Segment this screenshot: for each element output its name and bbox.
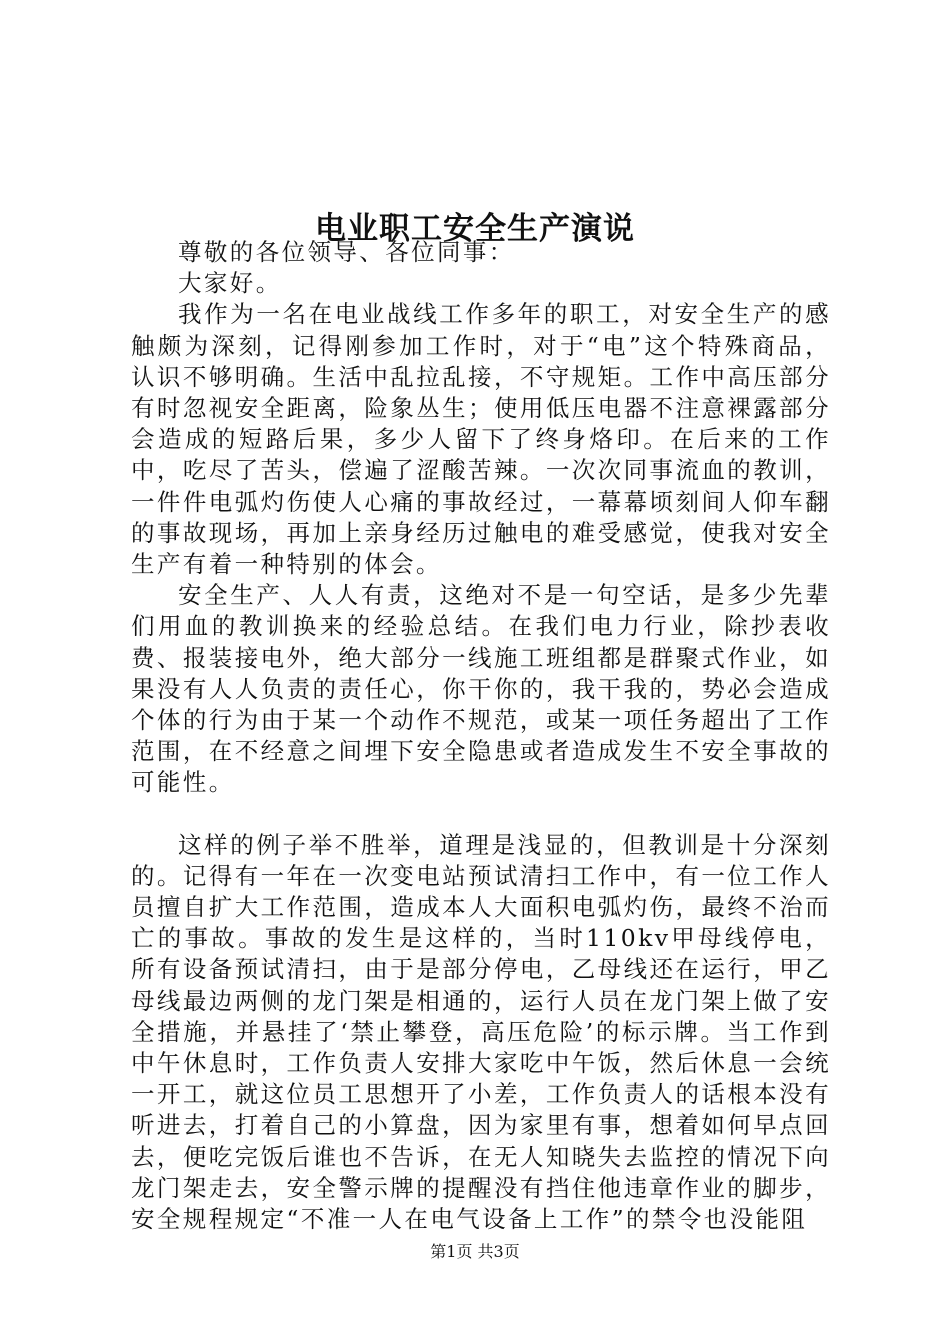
paragraph-accident-example: 这样的例子举不胜举，道理是浅显的，但教训是十分深刻的。记得有一年在一次变电站预试清扫工作中，有一位工作人员擅自扩大工作范围，造成本人大面积电弧灼伤，最终不治而亡的事故。事故的发生是这样的，当时110kv甲母线停电，所有设备预试清扫，由于是部分停电，乙母线还在运行，甲乙母线最边两侧的龙门架是相通的，运行人员在龙门架上做了安全措施，并悬挂了‘禁止攀登，高压危险’的标示牌。当工作到中午休息时，工作负责人安排大家吃中午饭，然后休息一会统一开工，就这位员工思想开了小差，工作负责人的话根本没有听进去，打着自己的小算盘，因为家里有事，想着如何早点回去，便吃完饭后谁也不告诉，在无人知晓失去监控的情况下向龙门架走去，安全警示牌的提醒没有挡住他违章作业的脚步，安全规程规定“不准一人在电气设备上工作”的禁令也没能阻	[131, 830, 831, 1234]
document-body	[131, 237, 831, 1235]
greeting: 大家好。	[178, 269, 282, 298]
page-number-footer: 第1页 共3页	[430, 1242, 520, 1261]
salutation: 尊敬的各位领导、各位同事：	[178, 238, 515, 266]
paragraph-responsibility: 安全生产、人人有责，这绝对不是一句空话，是多少先辈们用血的教训换来的经验总结。在我们电力行业，除抄表收费、报装接电外，绝大部分一线施工班组都是群聚式作业，如果没有人人负责的责任心，你干你的，我干我的，势必会造成个体的行为由于某一个动作不规范，或某一项任务超出了工作范围，在不经意之间埋下安全隐患或者造成发生不安全事故的可能性。	[131, 581, 831, 797]
paragraph-experience: 我作为一名在电业战线工作多年的职工，对安全生产的感触颇为深刻，记得刚参加工作时，对于“电”这个特殊商品，认识不够明确。生活中乱拉乱接，不守规矩。工作中高压部分有时忽视安全距离，险象丛生；使用低压电器不注意裸露部分会造成的短路后果，多少人留下了终身烙印。在后来的工作中，吃尽了苦头，偿遍了涩酸苦辣。一次次同事流血的教训，一件件电弧灼伤使人心痛的事故经过，一幕幕顷刻间人仰车翻的事故现场，再加上亲身经历过触电的难受感觉，使我对安全生产有着一种特别的体会。	[131, 300, 831, 579]
document-title: 电业职工安全生产演说	[315, 210, 635, 247]
